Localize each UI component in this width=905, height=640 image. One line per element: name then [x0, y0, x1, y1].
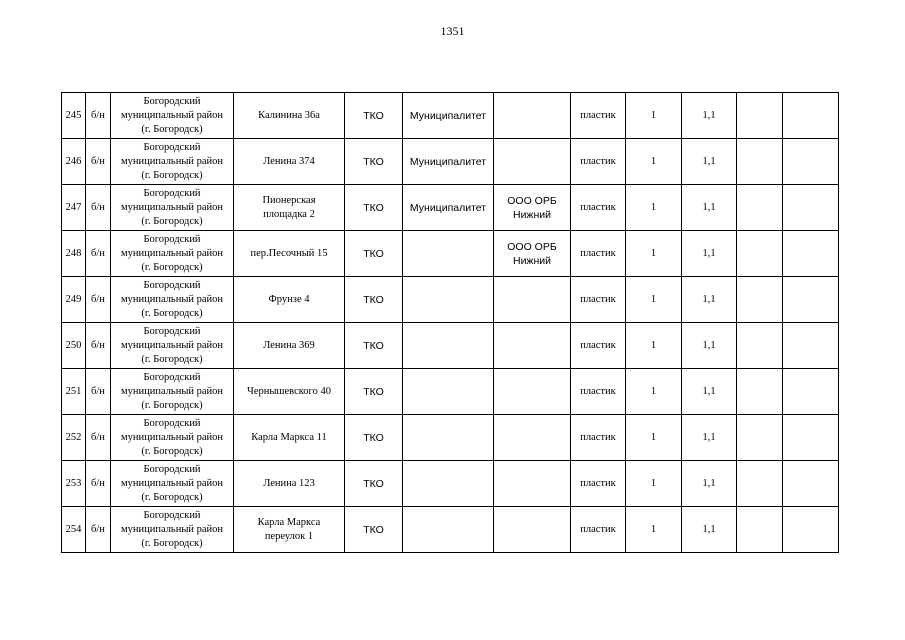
district-cell-text: Богородский муниципальный район (г. Богородск) — [120, 95, 224, 135]
address-cell-text: Ленина 123 — [263, 477, 315, 489]
registry-code-cell — [86, 139, 111, 185]
owner-cell — [403, 231, 494, 277]
operator-cell-text: ООО ОРБ Нижний — [507, 194, 557, 221]
empty-cell-1 — [737, 415, 783, 461]
registry-code-cell — [86, 369, 111, 415]
waste-type-cell — [345, 507, 403, 553]
container-count-cell-text: 1 — [650, 523, 657, 535]
district-cell — [111, 185, 234, 231]
address-cell-text: Фрунзе 4 — [268, 293, 310, 305]
address-cell-text: Карла Маркса переулок 1 — [257, 516, 321, 542]
owner-cell — [403, 277, 494, 323]
row-number-cell — [62, 231, 86, 277]
container-material-cell — [571, 369, 626, 415]
owner-cell — [403, 323, 494, 369]
table-row — [62, 323, 839, 369]
registry-code-cell-text: б/н — [91, 247, 105, 259]
container-volume-cell-text: 1,1 — [702, 477, 716, 489]
address-cell-text: Пионерская площадка 2 — [262, 194, 316, 220]
district-cell — [111, 507, 234, 553]
container-volume-cell — [682, 461, 737, 507]
container-volume-cell-text: 1,1 — [702, 201, 716, 213]
operator-cell — [494, 277, 571, 323]
registry-code-cell-text: б/н — [91, 523, 105, 535]
address-cell — [234, 507, 345, 553]
address-cell — [234, 231, 345, 277]
owner-cell — [403, 185, 494, 231]
registry-code-cell-text: б/н — [91, 109, 105, 121]
container-count-cell-text: 1 — [650, 339, 657, 351]
container-volume-cell — [682, 231, 737, 277]
container-material-cell — [571, 415, 626, 461]
container-material-cell-text: пластик — [580, 247, 616, 259]
table-row — [62, 461, 839, 507]
container-count-cell — [626, 415, 682, 461]
container-volume-cell — [682, 369, 737, 415]
waste-type-cell — [345, 231, 403, 277]
operator-cell — [494, 461, 571, 507]
row-number-cell — [62, 139, 86, 185]
registry-code-cell-text: б/н — [91, 201, 105, 213]
district-cell-text: Богородский муниципальный район (г. Богородск) — [120, 463, 224, 503]
waste-type-cell-text: ТКО — [363, 155, 384, 168]
address-cell-text: Калинина 36а — [258, 109, 320, 121]
address-cell-text: Ленина 369 — [263, 339, 315, 351]
container-material-cell — [571, 139, 626, 185]
container-material-cell — [571, 461, 626, 507]
container-material-cell-text: пластик — [580, 339, 616, 351]
address-cell — [234, 93, 345, 139]
address-cell — [234, 369, 345, 415]
row-number-cell-text: 247 — [65, 201, 82, 213]
row-number-cell — [62, 185, 86, 231]
container-material-cell — [571, 507, 626, 553]
container-count-cell-text: 1 — [650, 109, 657, 121]
container-count-cell-text: 1 — [650, 293, 657, 305]
container-count-cell — [626, 139, 682, 185]
table-row — [62, 185, 839, 231]
container-count-cell — [626, 369, 682, 415]
row-number-cell-text: 251 — [65, 385, 82, 397]
district-cell — [111, 93, 234, 139]
container-material-cell-text: пластик — [580, 201, 616, 213]
container-count-cell-text: 1 — [650, 385, 657, 397]
address-cell-text: Карла Маркса 11 — [251, 431, 327, 443]
district-cell-text: Богородский муниципальный район (г. Богородск) — [120, 371, 224, 411]
container-material-cell-text: пластик — [580, 293, 616, 305]
operator-cell — [494, 93, 571, 139]
operator-cell — [494, 231, 571, 277]
empty-cell-2 — [783, 231, 839, 277]
registry-code-cell — [86, 185, 111, 231]
empty-cell-1 — [737, 185, 783, 231]
container-volume-cell — [682, 323, 737, 369]
owner-cell-text: Муниципалитет — [409, 155, 487, 168]
operator-cell — [494, 185, 571, 231]
container-material-cell-text: пластик — [580, 155, 616, 167]
container-volume-cell-text: 1,1 — [702, 523, 716, 535]
container-sites-table — [61, 92, 839, 553]
container-count-cell — [626, 231, 682, 277]
row-number-cell-text: 248 — [65, 247, 82, 259]
operator-cell — [494, 415, 571, 461]
table-row — [62, 507, 839, 553]
waste-type-cell — [345, 369, 403, 415]
row-number-cell-text: 252 — [65, 431, 82, 443]
container-count-cell-text: 1 — [650, 477, 657, 489]
container-count-cell — [626, 185, 682, 231]
district-cell — [111, 369, 234, 415]
container-count-cell-text: 1 — [650, 247, 657, 259]
empty-cell-2 — [783, 185, 839, 231]
container-count-cell — [626, 323, 682, 369]
row-number-cell — [62, 415, 86, 461]
container-volume-cell-text: 1,1 — [702, 247, 716, 259]
table-row — [62, 277, 839, 323]
container-volume-cell — [682, 277, 737, 323]
empty-cell-2 — [783, 507, 839, 553]
waste-type-cell — [345, 461, 403, 507]
row-number-cell — [62, 277, 86, 323]
empty-cell-1 — [737, 93, 783, 139]
empty-cell-2 — [783, 461, 839, 507]
operator-cell — [494, 507, 571, 553]
address-cell — [234, 185, 345, 231]
district-cell — [111, 323, 234, 369]
waste-type-cell-text: ТКО — [363, 339, 384, 352]
row-number-cell — [62, 323, 86, 369]
waste-type-cell-text: ТКО — [363, 293, 384, 306]
container-volume-cell-text: 1,1 — [702, 109, 716, 121]
container-volume-cell — [682, 185, 737, 231]
container-material-cell-text: пластик — [580, 477, 616, 489]
row-number-cell-text: 253 — [65, 477, 82, 489]
row-number-cell — [62, 507, 86, 553]
waste-type-cell — [345, 185, 403, 231]
container-material-cell-text: пластик — [580, 385, 616, 397]
container-volume-cell-text: 1,1 — [702, 155, 716, 167]
district-cell-text: Богородский муниципальный район (г. Богородск) — [120, 279, 224, 319]
container-volume-cell — [682, 507, 737, 553]
row-number-cell-text: 245 — [65, 109, 82, 121]
waste-type-cell-text: ТКО — [363, 477, 384, 490]
empty-cell-1 — [737, 461, 783, 507]
container-material-cell — [571, 323, 626, 369]
container-count-cell — [626, 461, 682, 507]
container-material-cell-text: пластик — [580, 109, 616, 121]
district-cell-text: Богородский муниципальный район (г. Богородск) — [120, 509, 224, 549]
table-body — [62, 93, 839, 553]
registry-code-cell — [86, 415, 111, 461]
container-volume-cell-text: 1,1 — [702, 293, 716, 305]
container-material-cell — [571, 277, 626, 323]
district-cell — [111, 231, 234, 277]
row-number-cell — [62, 461, 86, 507]
owner-cell — [403, 507, 494, 553]
table-row — [62, 231, 839, 277]
container-count-cell — [626, 277, 682, 323]
registry-code-cell — [86, 323, 111, 369]
district-cell-text: Богородский муниципальный район (г. Богородск) — [120, 417, 224, 457]
container-count-cell-text: 1 — [650, 201, 657, 213]
waste-type-cell-text: ТКО — [363, 431, 384, 444]
empty-cell-2 — [783, 93, 839, 139]
district-cell-text: Богородский муниципальный район (г. Богородск) — [120, 141, 224, 181]
owner-cell-text: Муниципалитет — [409, 201, 487, 214]
page-number: 1351 — [440, 24, 465, 38]
row-number-cell-text: 254 — [65, 523, 82, 535]
operator-cell — [494, 323, 571, 369]
row-number-cell — [62, 93, 86, 139]
address-cell-text: пер.Песочный 15 — [250, 247, 328, 259]
container-volume-cell-text: 1,1 — [702, 431, 716, 443]
container-count-cell — [626, 507, 682, 553]
district-cell — [111, 277, 234, 323]
owner-cell — [403, 415, 494, 461]
container-count-cell — [626, 93, 682, 139]
container-count-cell-text: 1 — [650, 155, 657, 167]
container-volume-cell — [682, 93, 737, 139]
container-volume-cell-text: 1,1 — [702, 385, 716, 397]
container-material-cell — [571, 93, 626, 139]
registry-code-cell — [86, 93, 111, 139]
table-row — [62, 415, 839, 461]
empty-cell-1 — [737, 139, 783, 185]
empty-cell-1 — [737, 231, 783, 277]
registry-code-cell — [86, 277, 111, 323]
empty-cell-1 — [737, 323, 783, 369]
waste-type-cell — [345, 415, 403, 461]
container-material-cell-text: пластик — [580, 523, 616, 535]
waste-type-cell-text: ТКО — [363, 201, 384, 214]
registry-code-cell-text: б/н — [91, 339, 105, 351]
address-cell — [234, 323, 345, 369]
empty-cell-2 — [783, 277, 839, 323]
registry-code-cell-text: б/н — [91, 477, 105, 489]
registry-code-cell — [86, 461, 111, 507]
waste-type-cell — [345, 277, 403, 323]
registry-code-cell — [86, 507, 111, 553]
waste-type-cell — [345, 323, 403, 369]
empty-cell-1 — [737, 507, 783, 553]
owner-cell — [403, 369, 494, 415]
address-cell — [234, 461, 345, 507]
container-material-cell-text: пластик — [580, 431, 616, 443]
table-row — [62, 139, 839, 185]
waste-type-cell — [345, 93, 403, 139]
container-volume-cell — [682, 415, 737, 461]
waste-type-cell-text: ТКО — [363, 523, 384, 536]
row-number-cell-text: 246 — [65, 155, 82, 167]
registry-code-cell-text: б/н — [91, 431, 105, 443]
operator-cell-text: ООО ОРБ Нижний — [507, 240, 557, 267]
row-number-cell-text: 250 — [65, 339, 82, 351]
container-material-cell — [571, 231, 626, 277]
address-cell-text: Чернышевского 40 — [247, 385, 331, 397]
container-count-cell-text: 1 — [650, 431, 657, 443]
owner-cell — [403, 93, 494, 139]
district-cell-text: Богородский муниципальный район (г. Богородск) — [120, 325, 224, 365]
container-volume-cell-text: 1,1 — [702, 339, 716, 351]
waste-type-cell — [345, 139, 403, 185]
table-row — [62, 93, 839, 139]
empty-cell-2 — [783, 415, 839, 461]
registry-code-cell — [86, 231, 111, 277]
waste-type-cell-text: ТКО — [363, 385, 384, 398]
registry-code-cell-text: б/н — [91, 293, 105, 305]
row-number-cell-text: 249 — [65, 293, 82, 305]
district-cell-text: Богородский муниципальный район (г. Богородск) — [120, 187, 224, 227]
empty-cell-2 — [783, 323, 839, 369]
row-number-cell — [62, 369, 86, 415]
empty-cell-1 — [737, 277, 783, 323]
address-cell-text: Ленина 374 — [263, 155, 315, 167]
owner-cell-text: Муниципалитет — [409, 109, 487, 122]
district-cell — [111, 415, 234, 461]
empty-cell-2 — [783, 139, 839, 185]
operator-cell — [494, 369, 571, 415]
registry-code-cell-text: б/н — [91, 155, 105, 167]
table-row — [62, 369, 839, 415]
owner-cell — [403, 139, 494, 185]
waste-type-cell-text: ТКО — [363, 109, 384, 122]
operator-cell — [494, 139, 571, 185]
district-cell — [111, 139, 234, 185]
container-material-cell — [571, 185, 626, 231]
empty-cell-1 — [737, 369, 783, 415]
owner-cell — [403, 461, 494, 507]
district-cell-text: Богородский муниципальный район (г. Богородск) — [120, 233, 224, 273]
registry-code-cell-text: б/н — [91, 385, 105, 397]
address-cell — [234, 139, 345, 185]
district-cell — [111, 461, 234, 507]
waste-type-cell-text: ТКО — [363, 247, 384, 260]
empty-cell-2 — [783, 369, 839, 415]
address-cell — [234, 415, 345, 461]
address-cell — [234, 277, 345, 323]
container-volume-cell — [682, 139, 737, 185]
